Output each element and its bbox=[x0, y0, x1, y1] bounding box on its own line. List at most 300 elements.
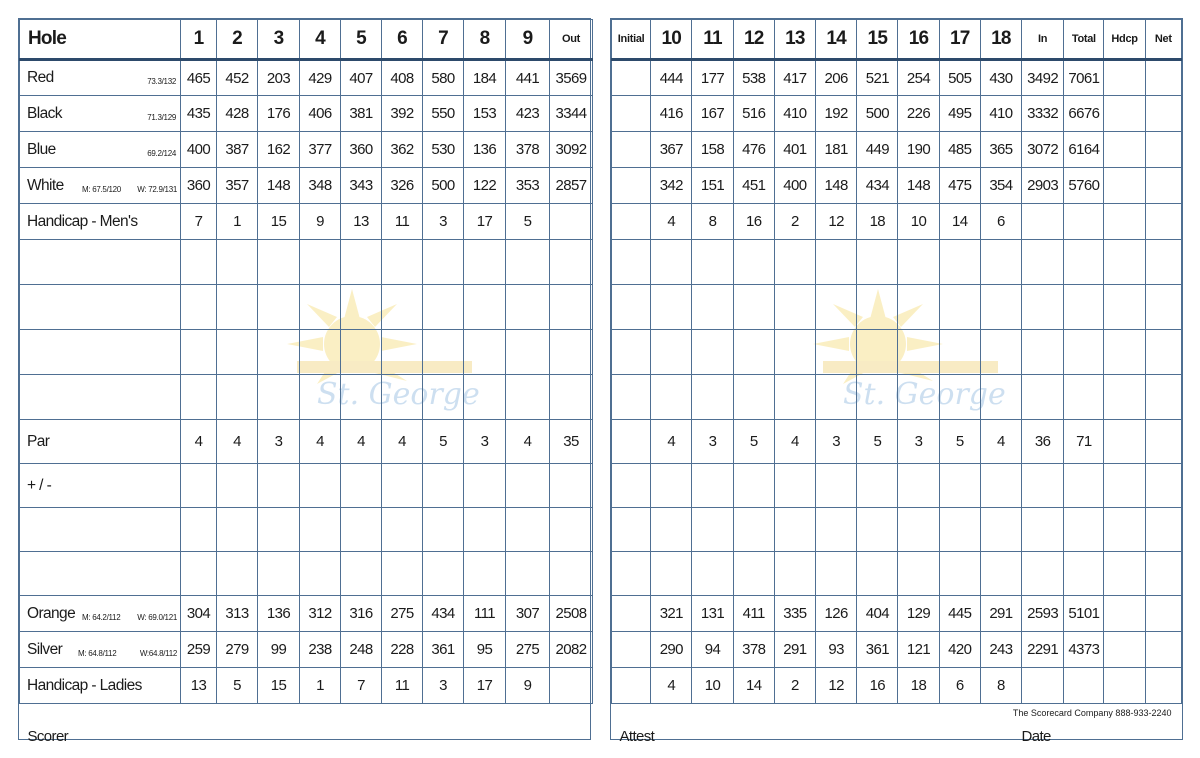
player-name-cell[interactable] bbox=[20, 552, 181, 596]
score-cell[interactable] bbox=[464, 375, 506, 420]
yardage-cell: 408 bbox=[382, 60, 423, 96]
score-cell[interactable] bbox=[816, 240, 857, 285]
score-cell[interactable] bbox=[382, 464, 423, 508]
score-cell[interactable] bbox=[1145, 508, 1181, 552]
initial-cell[interactable] bbox=[612, 204, 651, 240]
score-cell[interactable] bbox=[258, 285, 300, 330]
net-cell[interactable] bbox=[1145, 632, 1181, 668]
score-cell[interactable] bbox=[258, 330, 300, 375]
score-cell[interactable] bbox=[898, 375, 939, 420]
score-cell[interactable] bbox=[816, 375, 857, 420]
score-cell[interactable] bbox=[733, 464, 774, 508]
initial-cell[interactable] bbox=[612, 375, 651, 420]
score-cell[interactable] bbox=[382, 508, 423, 552]
score-cell[interactable] bbox=[341, 464, 382, 508]
score-cell[interactable] bbox=[1145, 240, 1181, 285]
score-cell[interactable] bbox=[816, 330, 857, 375]
yardage-cell: 238 bbox=[300, 632, 341, 668]
handicap-cell: 14 bbox=[939, 204, 980, 240]
initial-cell[interactable] bbox=[612, 96, 651, 132]
yardage-cell: 416 bbox=[651, 96, 692, 132]
score-cell[interactable] bbox=[382, 285, 423, 330]
score-cell[interactable] bbox=[341, 240, 382, 285]
hdcp-cell[interactable] bbox=[1104, 632, 1145, 668]
hdcp-cell[interactable] bbox=[1104, 132, 1145, 168]
score-cell[interactable] bbox=[1022, 464, 1064, 508]
score-cell[interactable] bbox=[980, 240, 1021, 285]
hdcp-cell[interactable] bbox=[1104, 168, 1145, 204]
score-cell[interactable] bbox=[939, 464, 980, 508]
yardage-cell: 538 bbox=[733, 60, 774, 96]
score-cell[interactable] bbox=[300, 285, 341, 330]
score-cell[interactable] bbox=[423, 375, 464, 420]
score-cell[interactable] bbox=[774, 508, 815, 552]
score-cell[interactable] bbox=[217, 240, 258, 285]
player-name-cell[interactable] bbox=[20, 375, 181, 420]
tee-row-blue bbox=[20, 132, 593, 168]
score-cell[interactable] bbox=[733, 285, 774, 330]
yardage-cell: 184 bbox=[464, 60, 506, 96]
hdcp-cell[interactable] bbox=[1104, 420, 1145, 464]
initial-cell[interactable] bbox=[612, 668, 651, 704]
in-total-cell: 2291 bbox=[1022, 632, 1064, 668]
score-cell[interactable] bbox=[1022, 375, 1064, 420]
score-cell[interactable] bbox=[423, 330, 464, 375]
player-name-cell[interactable] bbox=[20, 330, 181, 375]
score-cell[interactable] bbox=[1145, 375, 1181, 420]
score-cell[interactable] bbox=[939, 508, 980, 552]
initial-cell[interactable] bbox=[612, 240, 651, 285]
out-total-cell: 3569 bbox=[550, 60, 593, 96]
score-cell[interactable] bbox=[341, 552, 382, 596]
yardage-cell: 129 bbox=[898, 596, 939, 632]
total-label: Total bbox=[1064, 20, 1104, 60]
score-cell[interactable] bbox=[258, 552, 300, 596]
yardage-cell: 275 bbox=[382, 596, 423, 632]
par-cell: 3 bbox=[692, 420, 733, 464]
yardage-cell: 430 bbox=[980, 60, 1021, 96]
score-cell[interactable] bbox=[423, 508, 464, 552]
score-cell[interactable] bbox=[939, 285, 980, 330]
initial-cell[interactable] bbox=[612, 596, 651, 632]
net-cell[interactable] bbox=[1145, 204, 1181, 240]
score-cell[interactable] bbox=[774, 240, 815, 285]
yardage-cell: 335 bbox=[774, 596, 815, 632]
score-cell[interactable] bbox=[816, 285, 857, 330]
score-cell[interactable] bbox=[1064, 240, 1104, 285]
player-row bbox=[20, 330, 593, 375]
score-cell[interactable] bbox=[1022, 552, 1064, 596]
score-cell[interactable] bbox=[1022, 285, 1064, 330]
score-cell[interactable] bbox=[1104, 464, 1145, 508]
score-cell[interactable] bbox=[300, 375, 341, 420]
plus-minus-row bbox=[612, 464, 1182, 508]
score-cell[interactable] bbox=[217, 552, 258, 596]
score-cell[interactable] bbox=[1064, 464, 1104, 508]
hole-number: 18 bbox=[980, 20, 1021, 60]
score-cell[interactable] bbox=[733, 330, 774, 375]
par-cell: 4 bbox=[217, 420, 258, 464]
par-cell: 3 bbox=[816, 420, 857, 464]
initial-cell[interactable] bbox=[612, 60, 651, 96]
score-cell[interactable] bbox=[1064, 508, 1104, 552]
score-cell[interactable] bbox=[341, 330, 382, 375]
score-cell[interactable] bbox=[506, 285, 550, 330]
score-cell[interactable] bbox=[774, 375, 815, 420]
score-cell[interactable] bbox=[816, 464, 857, 508]
par-in-cell: 36 bbox=[1022, 420, 1064, 464]
net-cell[interactable] bbox=[1145, 420, 1181, 464]
score-cell[interactable] bbox=[258, 464, 300, 508]
score-cell[interactable] bbox=[774, 285, 815, 330]
yardage-cell: 465 bbox=[181, 60, 217, 96]
initial-cell[interactable] bbox=[612, 420, 651, 464]
score-cell[interactable] bbox=[733, 240, 774, 285]
score-cell[interactable] bbox=[382, 240, 423, 285]
score-cell[interactable] bbox=[1104, 330, 1145, 375]
handicap-cell bbox=[1064, 668, 1104, 704]
score-cell[interactable] bbox=[550, 240, 593, 285]
score-cell[interactable] bbox=[1145, 552, 1181, 596]
score-cell[interactable] bbox=[980, 285, 1021, 330]
score-cell[interactable] bbox=[857, 285, 898, 330]
player-name-cell[interactable] bbox=[20, 285, 181, 330]
yardage-cell: 411 bbox=[733, 596, 774, 632]
score-cell[interactable] bbox=[300, 330, 341, 375]
score-cell[interactable] bbox=[1145, 464, 1181, 508]
yardage-cell: 444 bbox=[651, 60, 692, 96]
handicap-cell: 4 bbox=[651, 204, 692, 240]
net-cell[interactable] bbox=[1145, 168, 1181, 204]
yardage-cell: 343 bbox=[341, 168, 382, 204]
score-cell[interactable] bbox=[980, 508, 1021, 552]
handicap-cell: 6 bbox=[980, 204, 1021, 240]
score-cell[interactable] bbox=[857, 508, 898, 552]
score-cell[interactable] bbox=[382, 375, 423, 420]
score-cell[interactable] bbox=[980, 464, 1021, 508]
yardage-cell: 275 bbox=[506, 632, 550, 668]
tee-row-orange bbox=[612, 596, 1182, 632]
handicap-cell: 11 bbox=[382, 668, 423, 704]
score-cell[interactable] bbox=[1064, 375, 1104, 420]
score-cell[interactable] bbox=[692, 508, 733, 552]
yardage-cell: 377 bbox=[300, 132, 341, 168]
score-cell[interactable] bbox=[258, 508, 300, 552]
score-cell[interactable] bbox=[857, 464, 898, 508]
score-cell[interactable] bbox=[898, 285, 939, 330]
score-cell[interactable] bbox=[464, 240, 506, 285]
yardage-cell: 406 bbox=[300, 96, 341, 132]
score-cell[interactable] bbox=[857, 240, 898, 285]
hdcp-cell[interactable] bbox=[1104, 596, 1145, 632]
score-cell[interactable] bbox=[181, 285, 217, 330]
score-cell[interactable] bbox=[300, 240, 341, 285]
score-cell[interactable] bbox=[217, 285, 258, 330]
handicap-cell: 13 bbox=[181, 668, 217, 704]
score-cell[interactable] bbox=[423, 552, 464, 596]
handicap-cell: 2 bbox=[774, 204, 815, 240]
score-cell[interactable] bbox=[1064, 285, 1104, 330]
hdcp-cell[interactable] bbox=[1104, 668, 1145, 704]
score-cell[interactable] bbox=[181, 552, 217, 596]
tee-rating: 69.2/124 bbox=[147, 148, 176, 158]
score-cell[interactable] bbox=[898, 240, 939, 285]
score-cell[interactable] bbox=[1104, 375, 1145, 420]
score-cell[interactable] bbox=[258, 240, 300, 285]
score-cell[interactable] bbox=[1104, 285, 1145, 330]
initial-cell[interactable] bbox=[612, 330, 651, 375]
yardage-cell: 126 bbox=[816, 596, 857, 632]
date-label: Date bbox=[1021, 727, 1051, 745]
initial-cell[interactable] bbox=[612, 632, 651, 668]
net-cell[interactable] bbox=[1145, 596, 1181, 632]
attest-field[interactable] bbox=[612, 704, 1182, 749]
initial-cell[interactable] bbox=[612, 168, 651, 204]
handicap-cell: 18 bbox=[898, 668, 939, 704]
hole-number: 16 bbox=[898, 20, 939, 60]
score-cell[interactable] bbox=[774, 464, 815, 508]
score-cell[interactable] bbox=[816, 508, 857, 552]
yardage-cell: 192 bbox=[816, 96, 857, 132]
yardage-cell: 111 bbox=[464, 596, 506, 632]
yardage-cell: 99 bbox=[258, 632, 300, 668]
score-cell[interactable] bbox=[939, 375, 980, 420]
yardage-cell: 485 bbox=[939, 132, 980, 168]
hole-number: 8 bbox=[464, 20, 506, 60]
score-cell[interactable] bbox=[181, 508, 217, 552]
score-cell[interactable] bbox=[464, 552, 506, 596]
score-cell[interactable] bbox=[506, 508, 550, 552]
initial-cell[interactable] bbox=[612, 508, 651, 552]
tee-rating-women: W: 69.0/121 bbox=[137, 612, 177, 622]
score-cell[interactable] bbox=[733, 375, 774, 420]
score-cell[interactable] bbox=[464, 464, 506, 508]
yardage-cell: 158 bbox=[692, 132, 733, 168]
score-cell[interactable] bbox=[857, 330, 898, 375]
player-name-cell[interactable] bbox=[20, 508, 181, 552]
tee-row-blue bbox=[612, 132, 1182, 168]
grand-total-cell: 6676 bbox=[1064, 96, 1104, 132]
score-cell[interactable] bbox=[692, 285, 733, 330]
yardage-cell: 136 bbox=[464, 132, 506, 168]
score-cell[interactable] bbox=[423, 240, 464, 285]
yardage-cell: 226 bbox=[898, 96, 939, 132]
score-cell[interactable] bbox=[733, 552, 774, 596]
score-cell[interactable] bbox=[857, 552, 898, 596]
score-cell[interactable] bbox=[1104, 508, 1145, 552]
score-cell[interactable] bbox=[898, 552, 939, 596]
handicap-cell: 1 bbox=[217, 204, 258, 240]
attest-label: Attest bbox=[619, 727, 655, 745]
score-cell[interactable] bbox=[651, 240, 692, 285]
score-cell[interactable] bbox=[1064, 330, 1104, 375]
yardage-cell: 550 bbox=[423, 96, 464, 132]
score-cell[interactable] bbox=[939, 330, 980, 375]
score-cell[interactable] bbox=[774, 330, 815, 375]
score-cell[interactable] bbox=[181, 240, 217, 285]
yardage-cell: 93 bbox=[816, 632, 857, 668]
score-cell[interactable] bbox=[1022, 240, 1064, 285]
score-cell[interactable] bbox=[1104, 552, 1145, 596]
score-cell[interactable] bbox=[733, 508, 774, 552]
score-cell[interactable] bbox=[550, 375, 593, 420]
net-cell[interactable] bbox=[1145, 60, 1181, 96]
initial-cell[interactable] bbox=[612, 132, 651, 168]
score-cell[interactable] bbox=[980, 552, 1021, 596]
score-cell[interactable] bbox=[980, 375, 1021, 420]
handicap-cell: 17 bbox=[464, 668, 506, 704]
score-cell[interactable] bbox=[1145, 285, 1181, 330]
score-cell[interactable] bbox=[506, 240, 550, 285]
score-cell[interactable] bbox=[506, 375, 550, 420]
score-cell[interactable] bbox=[651, 330, 692, 375]
score-cell[interactable] bbox=[217, 508, 258, 552]
hdcp-cell[interactable] bbox=[1104, 60, 1145, 96]
score-cell[interactable] bbox=[382, 330, 423, 375]
par-cell: 4 bbox=[506, 420, 550, 464]
net-cell[interactable] bbox=[1145, 668, 1181, 704]
hdcp-cell[interactable] bbox=[1104, 96, 1145, 132]
score-cell[interactable] bbox=[1104, 240, 1145, 285]
hdcp-cell[interactable] bbox=[1104, 204, 1145, 240]
score-cell[interactable] bbox=[692, 330, 733, 375]
score-cell[interactable] bbox=[506, 330, 550, 375]
score-cell[interactable] bbox=[300, 552, 341, 596]
handicap-cell bbox=[1022, 204, 1064, 240]
player-row bbox=[612, 240, 1182, 285]
score-cell[interactable] bbox=[300, 464, 341, 508]
score-cell[interactable] bbox=[692, 552, 733, 596]
score-cell[interactable] bbox=[550, 330, 593, 375]
score-cell[interactable] bbox=[506, 464, 550, 508]
score-cell[interactable] bbox=[651, 375, 692, 420]
score-cell[interactable] bbox=[300, 508, 341, 552]
score-cell[interactable] bbox=[464, 285, 506, 330]
hole-number: 4 bbox=[300, 20, 341, 60]
yardage-cell: 407 bbox=[341, 60, 382, 96]
initial-cell[interactable] bbox=[612, 464, 651, 508]
score-cell[interactable] bbox=[651, 508, 692, 552]
yardage-cell: 392 bbox=[382, 96, 423, 132]
score-cell[interactable] bbox=[506, 552, 550, 596]
score-cell[interactable] bbox=[181, 464, 217, 508]
handicap-cell bbox=[1022, 668, 1064, 704]
score-cell[interactable] bbox=[651, 464, 692, 508]
score-cell[interactable] bbox=[898, 330, 939, 375]
score-cell[interactable] bbox=[816, 552, 857, 596]
tee-row-red bbox=[612, 60, 1182, 96]
score-cell[interactable] bbox=[692, 240, 733, 285]
score-cell[interactable] bbox=[258, 375, 300, 420]
hole-label: Hole bbox=[20, 20, 181, 60]
handicap-mens-row bbox=[20, 204, 593, 240]
score-cell[interactable] bbox=[939, 240, 980, 285]
player-row bbox=[612, 375, 1182, 420]
par-cell: 4 bbox=[651, 420, 692, 464]
back-header-row bbox=[612, 20, 1182, 60]
score-cell[interactable] bbox=[1022, 330, 1064, 375]
par-cell: 3 bbox=[898, 420, 939, 464]
score-cell[interactable] bbox=[181, 330, 217, 375]
player-row bbox=[20, 285, 593, 330]
initial-cell[interactable] bbox=[612, 285, 651, 330]
score-cell[interactable] bbox=[341, 285, 382, 330]
handicap-cell: 14 bbox=[733, 668, 774, 704]
score-cell[interactable] bbox=[464, 330, 506, 375]
net-label: Net bbox=[1145, 20, 1181, 60]
front-nine-card bbox=[18, 18, 591, 745]
score-cell[interactable] bbox=[423, 464, 464, 508]
score-cell[interactable] bbox=[1022, 508, 1064, 552]
player-row bbox=[612, 552, 1182, 596]
score-cell[interactable] bbox=[857, 375, 898, 420]
score-cell[interactable] bbox=[550, 285, 593, 330]
score-cell[interactable] bbox=[651, 552, 692, 596]
hole-number: 13 bbox=[774, 20, 815, 60]
score-cell[interactable] bbox=[980, 330, 1021, 375]
handicap-cell: 1 bbox=[300, 668, 341, 704]
score-cell[interactable] bbox=[217, 464, 258, 508]
score-cell[interactable] bbox=[774, 552, 815, 596]
par-row bbox=[20, 420, 593, 464]
score-cell[interactable] bbox=[550, 552, 593, 596]
yardage-cell: 365 bbox=[980, 132, 1021, 168]
score-cell[interactable] bbox=[550, 464, 593, 508]
grand-total-cell: 5101 bbox=[1064, 596, 1104, 632]
handicap-cell: 8 bbox=[692, 204, 733, 240]
score-cell[interactable] bbox=[217, 375, 258, 420]
yardage-cell: 429 bbox=[300, 60, 341, 96]
score-cell[interactable] bbox=[341, 375, 382, 420]
front-scorecard-table bbox=[19, 19, 593, 749]
yardage-cell: 148 bbox=[816, 168, 857, 204]
score-cell[interactable] bbox=[550, 508, 593, 552]
yardage-cell: 378 bbox=[506, 132, 550, 168]
net-cell[interactable] bbox=[1145, 132, 1181, 168]
score-cell[interactable] bbox=[1064, 552, 1104, 596]
yardage-cell: 435 bbox=[181, 96, 217, 132]
score-cell[interactable] bbox=[181, 375, 217, 420]
tee-name: Orange bbox=[27, 604, 76, 622]
tee-name: Blue bbox=[27, 140, 56, 158]
handicap-ladies-row bbox=[612, 668, 1182, 704]
score-cell[interactable] bbox=[423, 285, 464, 330]
scorer-field[interactable] bbox=[20, 704, 593, 749]
yardage-cell: 400 bbox=[774, 168, 815, 204]
score-cell[interactable] bbox=[939, 552, 980, 596]
score-cell[interactable] bbox=[898, 508, 939, 552]
scorer-row bbox=[20, 704, 593, 749]
tee-row-red bbox=[20, 60, 593, 96]
player-name-cell[interactable] bbox=[20, 240, 181, 285]
par-cell: 5 bbox=[733, 420, 774, 464]
par-cell: 4 bbox=[774, 420, 815, 464]
score-cell[interactable] bbox=[692, 375, 733, 420]
initial-cell[interactable] bbox=[612, 552, 651, 596]
score-cell[interactable] bbox=[1145, 330, 1181, 375]
score-cell[interactable] bbox=[341, 508, 382, 552]
score-cell[interactable] bbox=[651, 285, 692, 330]
score-cell[interactable] bbox=[692, 464, 733, 508]
out-total-cell: 3092 bbox=[550, 132, 593, 168]
score-cell[interactable] bbox=[382, 552, 423, 596]
net-cell[interactable] bbox=[1145, 96, 1181, 132]
score-cell[interactable] bbox=[217, 330, 258, 375]
plus-minus-label: + / - bbox=[20, 464, 181, 508]
score-cell[interactable] bbox=[464, 508, 506, 552]
yardage-cell: 420 bbox=[939, 632, 980, 668]
score-cell[interactable] bbox=[898, 464, 939, 508]
